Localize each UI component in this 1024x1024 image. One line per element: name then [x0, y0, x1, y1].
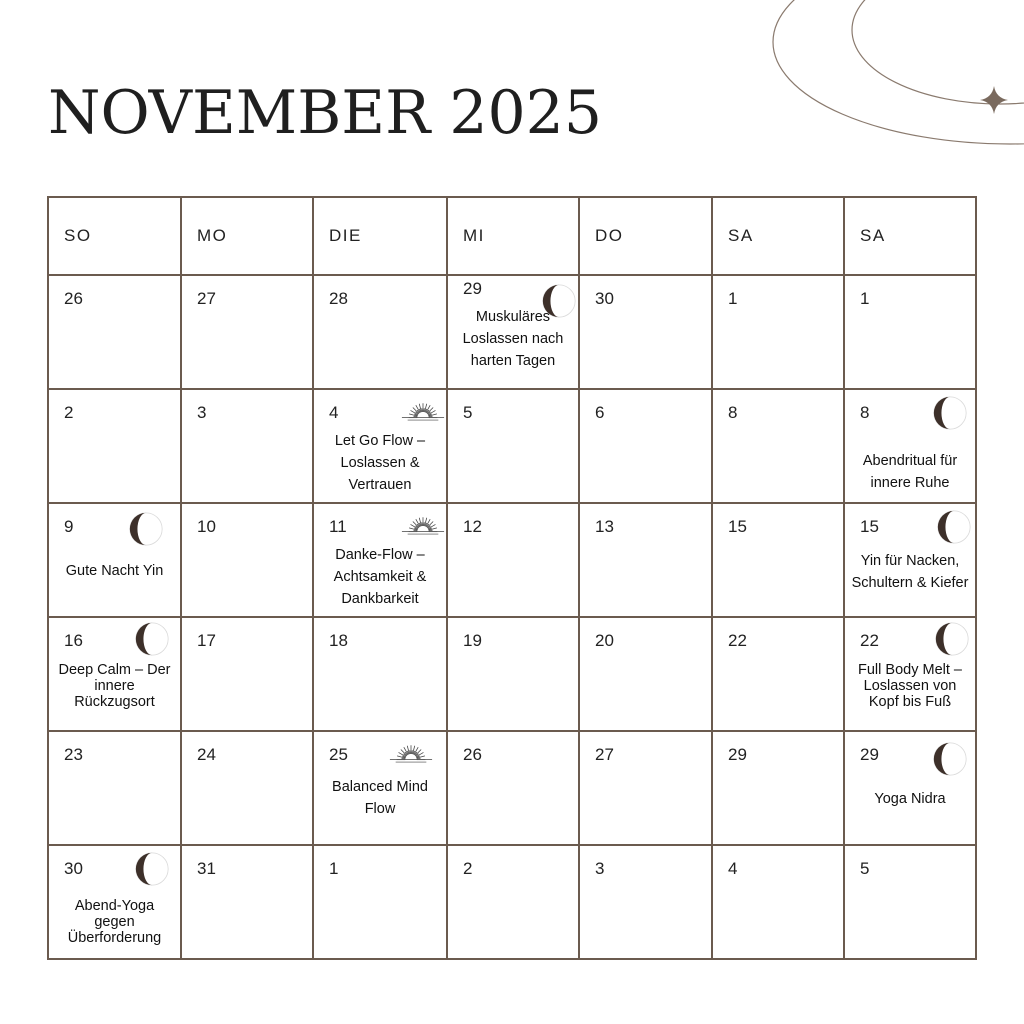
day-number: 6	[595, 403, 605, 422]
day-number: 26	[64, 289, 83, 308]
weekday-label: MO	[197, 226, 228, 245]
event-title: Balanced Mind Flow	[332, 779, 428, 817]
day-cell[interactable]	[313, 503, 447, 617]
day-cell[interactable]	[48, 389, 181, 503]
day-cell[interactable]	[579, 731, 712, 845]
day-cell[interactable]	[447, 503, 579, 617]
week-row	[48, 275, 976, 389]
day-cell[interactable]	[579, 617, 712, 731]
day-number: 30	[64, 859, 83, 878]
day-number: 2	[463, 859, 473, 878]
day-number: 1	[728, 289, 738, 308]
day-cell[interactable]	[844, 389, 976, 503]
event-title: Danke-Flow – Achtsamkeit & Dankbarkeit	[333, 547, 427, 607]
event-title: Let Go Flow – Loslassen & Vertrauen	[334, 433, 426, 493]
moon-icon	[931, 740, 969, 783]
day-cell[interactable]	[844, 845, 976, 959]
day-cell[interactable]	[447, 845, 579, 959]
day-number: 30	[595, 289, 614, 308]
day-cell[interactable]	[712, 731, 844, 845]
day-number: 3	[595, 859, 605, 878]
day-number: 5	[860, 859, 870, 878]
day-number: 4	[728, 859, 738, 878]
day-number: 4	[329, 403, 339, 422]
day-number: 28	[329, 289, 348, 308]
day-number: 3	[197, 403, 207, 422]
day-number: 18	[329, 631, 348, 650]
day-cell[interactable]	[579, 503, 712, 617]
weekday-header	[48, 197, 181, 275]
moon-icon	[933, 620, 971, 663]
moon-icon	[931, 394, 969, 437]
weekday-label: SO	[64, 226, 92, 245]
sunrise-icon	[400, 510, 446, 543]
day-number: 25	[329, 745, 348, 764]
day-cell[interactable]	[181, 389, 313, 503]
week-row	[48, 731, 976, 845]
calendar-grid	[47, 196, 977, 960]
day-number: 2	[64, 403, 74, 422]
day-number: 29	[463, 279, 482, 298]
week-row	[48, 617, 976, 731]
day-number: 29	[728, 745, 747, 764]
weekday-header	[447, 197, 579, 275]
day-number: 20	[595, 631, 614, 650]
day-number: 1	[329, 859, 339, 878]
day-cell[interactable]	[181, 617, 313, 731]
day-cell[interactable]	[447, 731, 579, 845]
moon-icon	[133, 620, 171, 663]
day-number: 8	[728, 403, 738, 422]
weekday-header	[844, 197, 976, 275]
event-title: Abend-Yoga gegen Überforderung	[67, 898, 162, 946]
day-cell[interactable]	[181, 845, 313, 959]
moon-icon	[935, 508, 973, 551]
sunrise-icon	[400, 396, 446, 429]
sparkle-icon	[980, 86, 1008, 114]
day-number: 5	[463, 403, 473, 422]
weekday-label: DO	[595, 226, 624, 245]
calendar-body	[48, 275, 976, 959]
day-number: 19	[463, 631, 482, 650]
event-title: Yin für Nacken, Schultern & Kiefer	[851, 553, 969, 591]
moon-icon	[127, 510, 165, 553]
day-cell[interactable]	[447, 389, 579, 503]
event-title: Abendritual für innere Ruhe	[862, 453, 958, 491]
day-cell[interactable]	[313, 617, 447, 731]
day-number: 17	[197, 631, 216, 650]
day-cell[interactable]	[712, 275, 844, 389]
weekday-header	[579, 197, 712, 275]
day-cell[interactable]	[313, 731, 447, 845]
week-row	[48, 845, 976, 959]
day-cell[interactable]	[48, 503, 181, 617]
day-number: 29	[860, 745, 879, 764]
day-cell[interactable]	[447, 617, 579, 731]
day-cell[interactable]	[181, 731, 313, 845]
day-cell[interactable]	[579, 389, 712, 503]
day-number: 16	[64, 631, 83, 650]
day-cell[interactable]	[48, 617, 181, 731]
weekday-header	[313, 197, 447, 275]
weekday-label: SA	[728, 226, 754, 245]
day-cell[interactable]	[712, 617, 844, 731]
event-title: Full Body Melt – Loslassen von Kopf bis Fuß	[858, 662, 962, 710]
day-cell[interactable]	[712, 845, 844, 959]
event-title: Yoga Nidra	[874, 791, 946, 807]
day-cell[interactable]	[844, 275, 976, 389]
day-cell[interactable]	[579, 275, 712, 389]
day-number: 11	[329, 517, 347, 536]
day-number: 22	[860, 631, 879, 650]
day-cell[interactable]	[844, 731, 976, 845]
day-cell[interactable]	[181, 275, 313, 389]
day-number: 8	[860, 403, 870, 422]
day-number: 9	[64, 517, 74, 536]
day-number: 13	[595, 517, 614, 536]
day-cell[interactable]	[447, 275, 579, 389]
day-number: 24	[197, 745, 216, 764]
sunrise-icon	[388, 738, 434, 771]
weekday-label: DIE	[329, 226, 362, 245]
day-cell[interactable]	[712, 503, 844, 617]
day-number: 15	[728, 517, 747, 536]
day-cell[interactable]	[48, 275, 181, 389]
day-number: 27	[197, 289, 216, 308]
day-number: 1	[860, 289, 870, 308]
day-cell[interactable]	[313, 845, 447, 959]
day-number: 31	[197, 859, 216, 878]
weekday-header	[181, 197, 313, 275]
weekday-label: SA	[860, 226, 886, 245]
day-cell[interactable]	[712, 389, 844, 503]
day-cell[interactable]	[313, 275, 447, 389]
day-number: 23	[64, 745, 83, 764]
day-cell[interactable]	[844, 503, 976, 617]
day-number: 10	[197, 517, 216, 536]
page-title: NOVEMBER 2025	[48, 78, 603, 148]
day-number: 27	[595, 745, 614, 764]
week-row	[48, 503, 976, 617]
day-number: 12	[463, 517, 482, 536]
day-cell[interactable]	[313, 389, 447, 503]
event-title: Deep Calm – Der innere Rückzugsort	[58, 662, 171, 710]
event-title: Gute Nacht Yin	[65, 563, 164, 579]
day-cell[interactable]	[48, 845, 181, 959]
day-cell[interactable]	[844, 617, 976, 731]
week-row	[48, 389, 976, 503]
day-number: 22	[728, 631, 747, 650]
day-cell[interactable]	[48, 731, 181, 845]
moon-icon	[133, 850, 171, 893]
orbit-decoration	[0, 0, 1024, 160]
day-cell[interactable]	[181, 503, 313, 617]
day-number: 15	[860, 517, 879, 536]
day-number: 26	[463, 745, 482, 764]
weekday-header	[712, 197, 844, 275]
day-cell[interactable]	[579, 845, 712, 959]
event-title: Muskuläres Loslassen nach harten Tagen	[462, 309, 564, 369]
weekday-label: MI	[463, 226, 485, 245]
weekday-header-row	[48, 197, 976, 275]
